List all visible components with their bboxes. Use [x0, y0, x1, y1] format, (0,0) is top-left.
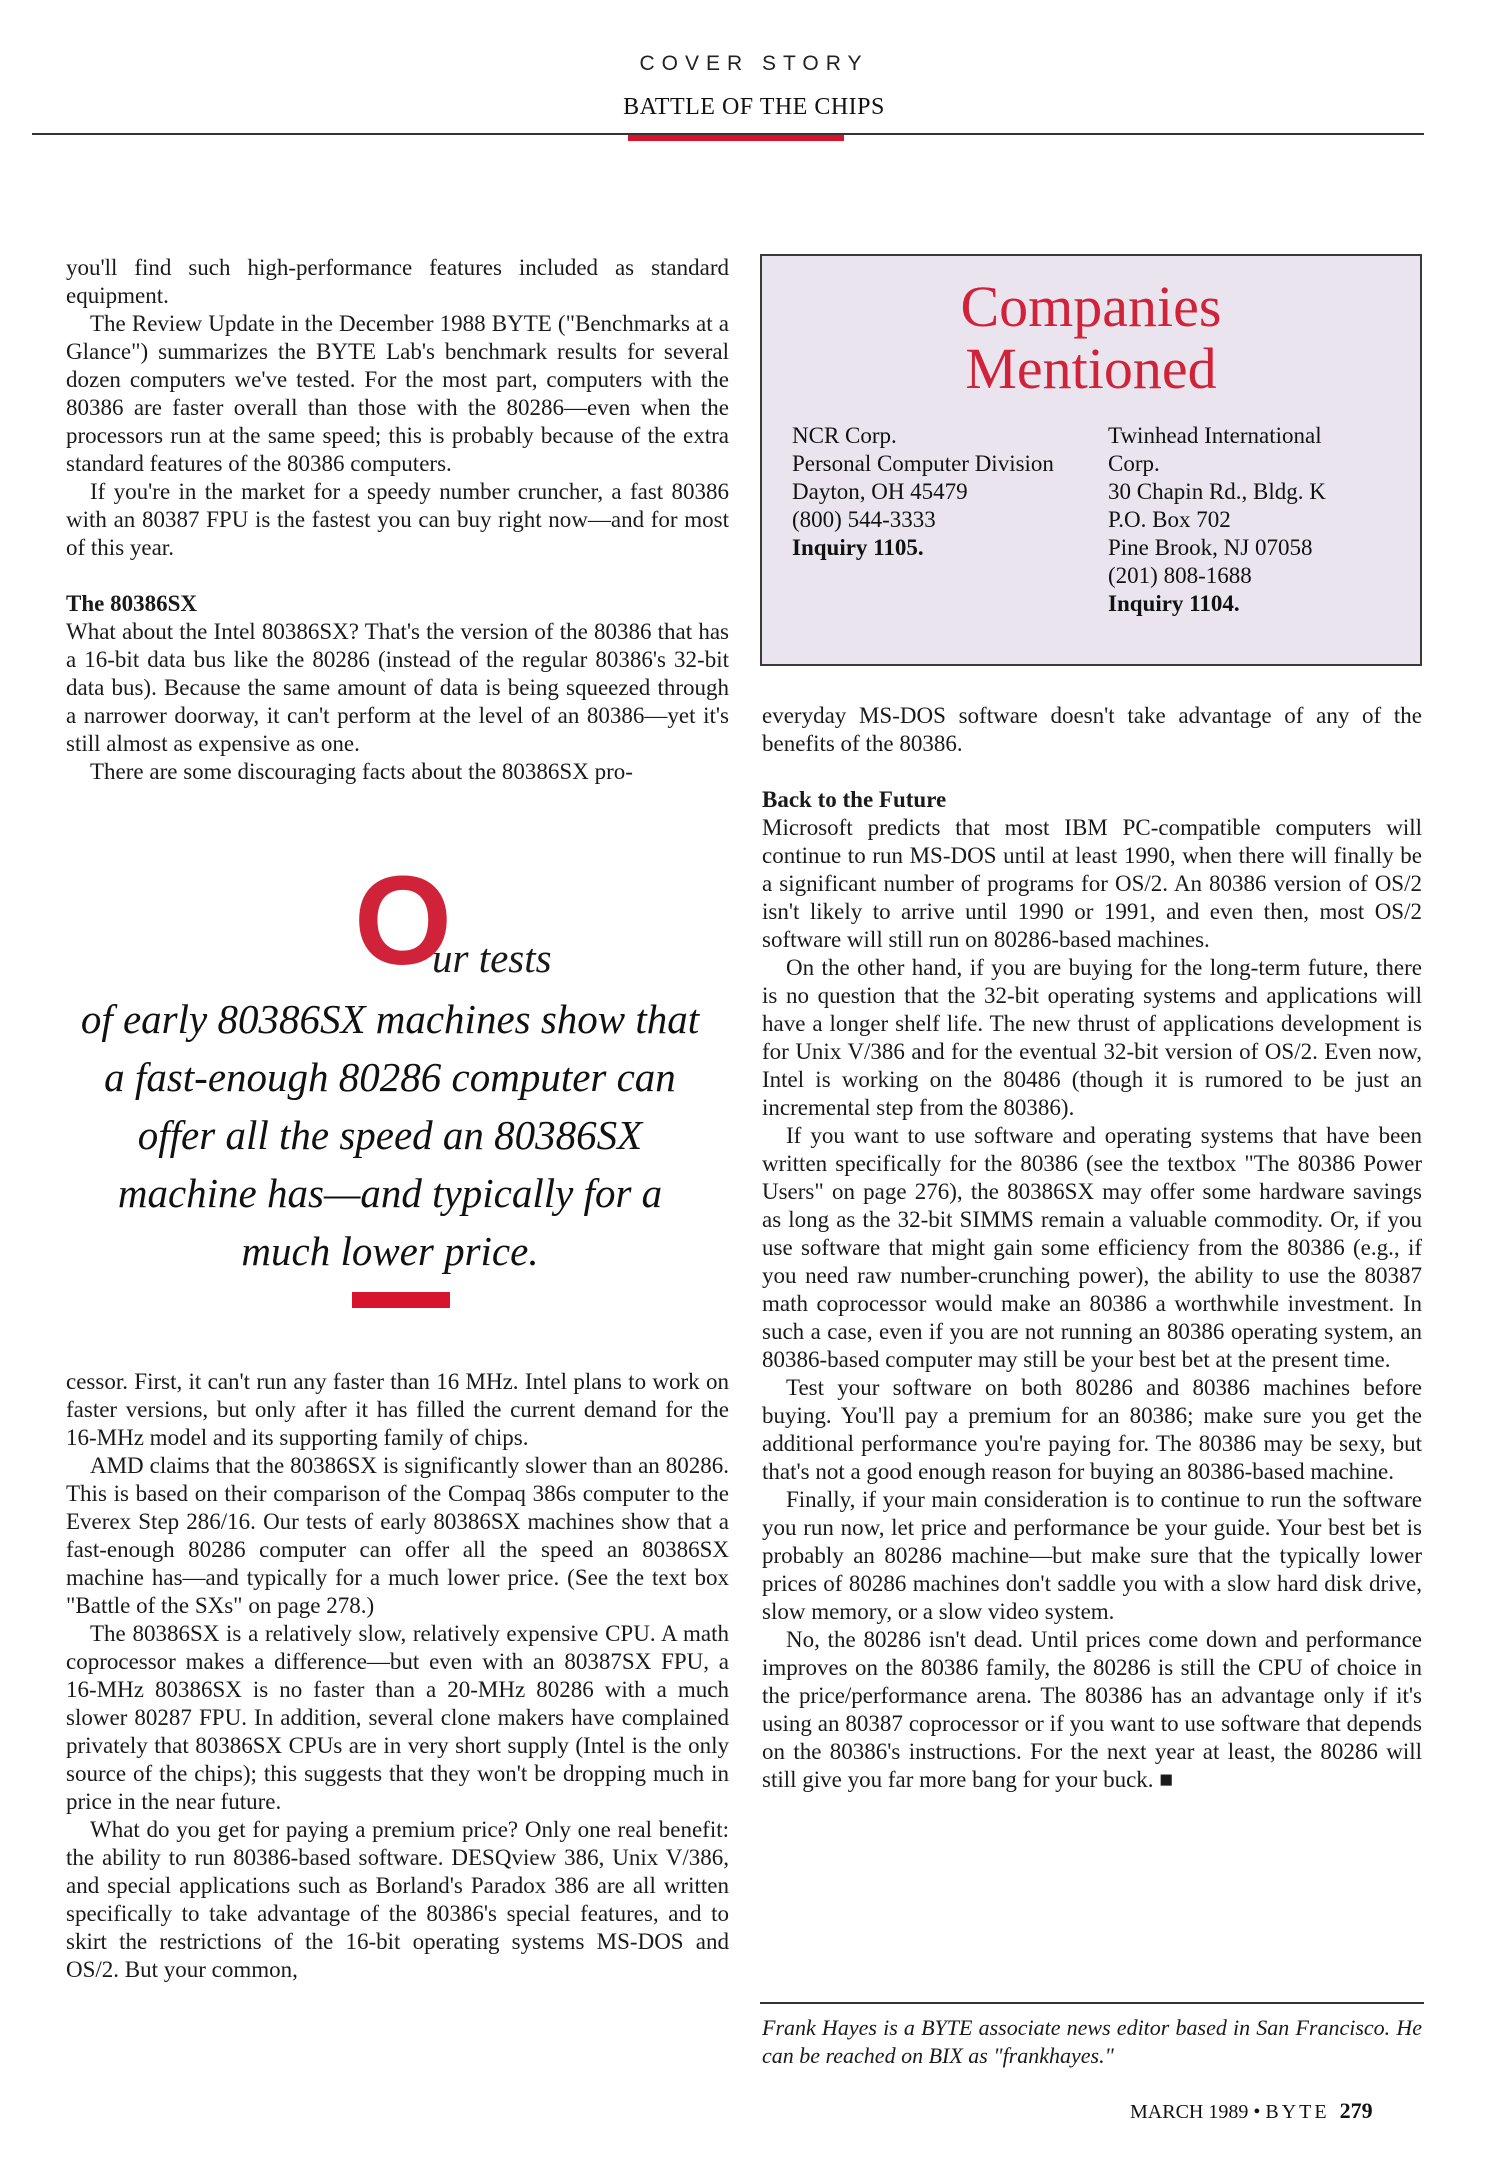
header-red-bar [628, 135, 844, 141]
pullquote-dropcap: O [354, 850, 453, 991]
address-line: 30 Chapin Rd., Bldg. K [1108, 479, 1326, 504]
inquiry-number: Inquiry 1104. [1108, 591, 1240, 616]
companies-mentioned-box [760, 254, 1422, 666]
paragraph: On the other hand, if you are buying for the long-term future, there is no question that the 32-bit operating systems and applications will have a longer shelf life. The new thrust of applications development is for Unix V/386 and for the eventual 32-bit version of OS/2. Even now, Intel is working on the 80486 (though it is rumored to be just an incremental step from the 80386). [762, 955, 1422, 1120]
heading-back-to-the-future: Back to the Future [762, 787, 947, 812]
spacer [66, 562, 729, 590]
inquiry-number: Inquiry 1105. [792, 535, 924, 560]
pullquote-line: offer all the speed an 80386SX [137, 1112, 643, 1158]
bullet-separator: • [1253, 2101, 1261, 2123]
left-column-bottom [66, 1368, 729, 1984]
address-line: Twinhead International [1108, 423, 1322, 448]
paragraph: Finally, if your main consideration is to continue to run the software you run now, let price and performance be your guide. Your best bet is probably an 80286 machine—but make sure that the typically lower prices of 80286 machines don't saddle you with a slow hard disk drive, slow memory, or a slow video system. [762, 1487, 1422, 1624]
page-number: 279 [1339, 2098, 1373, 2123]
address-line: Personal Computer Division [792, 451, 1054, 476]
address-line: Corp. [1108, 451, 1160, 476]
paragraph: There are some discouraging facts about the 80386SX pro- [90, 759, 633, 784]
paragraph: If you want to use software and operating systems that have been written specifically for the 80386 (see the textbox "The 80386 Power Users" on page 276), the 80386SX may offer some hardware savings as long as the 32-bit SIMMS remain a valuable commodity. Or, if you use software that might gain some efficiency from the 80386 (e.g., if you need raw number-crunching power), the ability to use the 80387 math coprocessor would make an 80386 a worthwhile investment. In such a case, even if you are not running an 80386 operating system, an 80386-based computer may still be your best bet at the present time. [762, 1123, 1422, 1372]
companies-title-line: Companies [960, 274, 1222, 339]
right-column [762, 702, 1422, 1794]
companies-box-title [762, 276, 1420, 400]
address-line: (800) 544-3333 [792, 507, 936, 532]
pullquote-red-bar [352, 1292, 450, 1308]
issue-date: MARCH 1989 [1130, 2101, 1249, 2123]
pullquote-line: of early 80386SX machines show that [80, 996, 700, 1042]
paragraph: If you're in the market for a speedy number cruncher, a fast 80386 with an 80387 FPU is the fastest you can buy right now—and for most of this year. [66, 479, 729, 560]
paragraph: Microsoft predicts that most IBM PC-compatible computers will continue to run MS-DOS until at least 1990, when there will finally be a significant number of programs for OS/2. An 80386 version of OS/2 isn't likely to arrive until 1990 or 1991, and even then, most OS/2 software will still run on 80286-based machines. [762, 815, 1422, 952]
author-bio: Frank Hayes is a BYTE associate news editor based in San Francisco. He can be reached on BIX as "frankhayes." [762, 2015, 1422, 2068]
paragraph: What about the Intel 80386SX? That's the version of the 80386 that has a 16-bit data bus like the 80286 (instead of the regular 80386's 32-bit data bus). Because the same amount of data is being squeezed through a narrower doorway, it can't perform at the level of an 80386—yet it's still almost as expensive as one. [66, 619, 729, 756]
magazine-name: BYTE [1265, 2101, 1330, 2123]
companies-title-line: Mentioned [965, 336, 1217, 401]
address-line: P.O. Box 702 [1108, 507, 1231, 532]
left-column-top [66, 254, 729, 786]
paragraph: Test your software on both 80286 and 80386 machines before buying. You'll pay a premium for an 80386; make sure you get the additional performance you're paying for. The 80386 may be sexy, but that's not a good enough reason for buying an 80386-based machine. [762, 1375, 1422, 1484]
address-line: (201) 808-1688 [1108, 563, 1252, 588]
page-footer [1130, 2098, 1373, 2124]
address-line: Pine Brook, NJ 07058 [1108, 535, 1313, 560]
pullquote-line: machine has—and typically for a [117, 1170, 663, 1216]
address-line: Dayton, OH 45479 [792, 479, 968, 504]
paragraph: everyday MS-DOS software doesn't take advantage of any of the benefits of the 80386. [762, 703, 1422, 756]
paragraph: No, the 80286 isn't dead. Until prices come down and performance improves on the 80386 family, the 80286 is still the CPU of choice in the price/performance arena. The 80386 has an advantage only if it's using an 80387 coprocessor or if you want to use software that depends on the 80386's instructions. For the next year at least, the 80286 will still give you far more bang for your buck. ■ [762, 1627, 1422, 1792]
company-twinhead [1108, 422, 1326, 618]
paragraph: The 80386SX is a relatively slow, relatively expensive CPU. A math coprocessor makes a difference—but even with an 80387SX FPU, a 16-MHz 80386SX is no faster than a 20-MHz 80286 with a much slower 80287 FPU. In addition, several clone makers have complained privately that 80386SX CPUs are in very short supply (Intel is the only source of the chips); this suggests that they won't be dropping much in price in the near future. [66, 1621, 729, 1814]
bio-rule [760, 2002, 1424, 2004]
cover-story-kicker: COVER STORY [639, 52, 869, 75]
pullquote-line: much lower price. [241, 1228, 539, 1274]
section-title: BATTLE OF THE CHIPS [623, 94, 885, 120]
paragraph: you'll find such high-performance features included as standard equipment. [66, 255, 729, 308]
paragraph: cessor. First, it can't run any faster than 16 MHz. Intel plans to work on faster versions, but only after it has filled the current demand for the 16-MHz model and its supporting family of chips. [66, 1369, 729, 1450]
company-ncr [792, 422, 1054, 562]
address-line: NCR Corp. [792, 423, 897, 448]
heading-80386sx: The 80386SX [66, 591, 197, 616]
pullquote-first-line: ur tests [432, 935, 552, 981]
paragraph: AMD claims that the 80386SX is significantly slower than an 80286. This is based on their comparison of the Compaq 386s computer to the Everex Step 286/16. Our tests of early 80386SX machines show that a fast-enough 80286 computer can offer all the speed an 80386SX machine has—and typically for a much lower price. (See the text box "Battle of the SXs" on page 278.) [66, 1453, 729, 1618]
paragraph: What do you get for paying a premium price? Only one real benefit: the ability to run 80386-based software. DESQview 386, Unix V/386, and special applications such as Borland's Paradox 386 are all written specifically to take advantage of the 80386's special features, and to skirt the restrictions of the 16-bit operating systems MS-DOS and OS/2. But your common, [66, 1817, 729, 1982]
pullquote-line: a fast-enough 80286 computer can [104, 1054, 676, 1100]
spacer [762, 758, 1422, 786]
paragraph: The Review Update in the December 1988 BYTE ("Benchmarks at a Glance") summarizes the BYTE Lab's benchmark results for several dozen computers we've tested. For the most part, computers with the 80386 are faster overall than those with the 80286—even when the processors run at the same speed; this is probably because of the extra standard features of the 80386 computers. [66, 311, 729, 476]
pullquote [60, 990, 720, 1280]
